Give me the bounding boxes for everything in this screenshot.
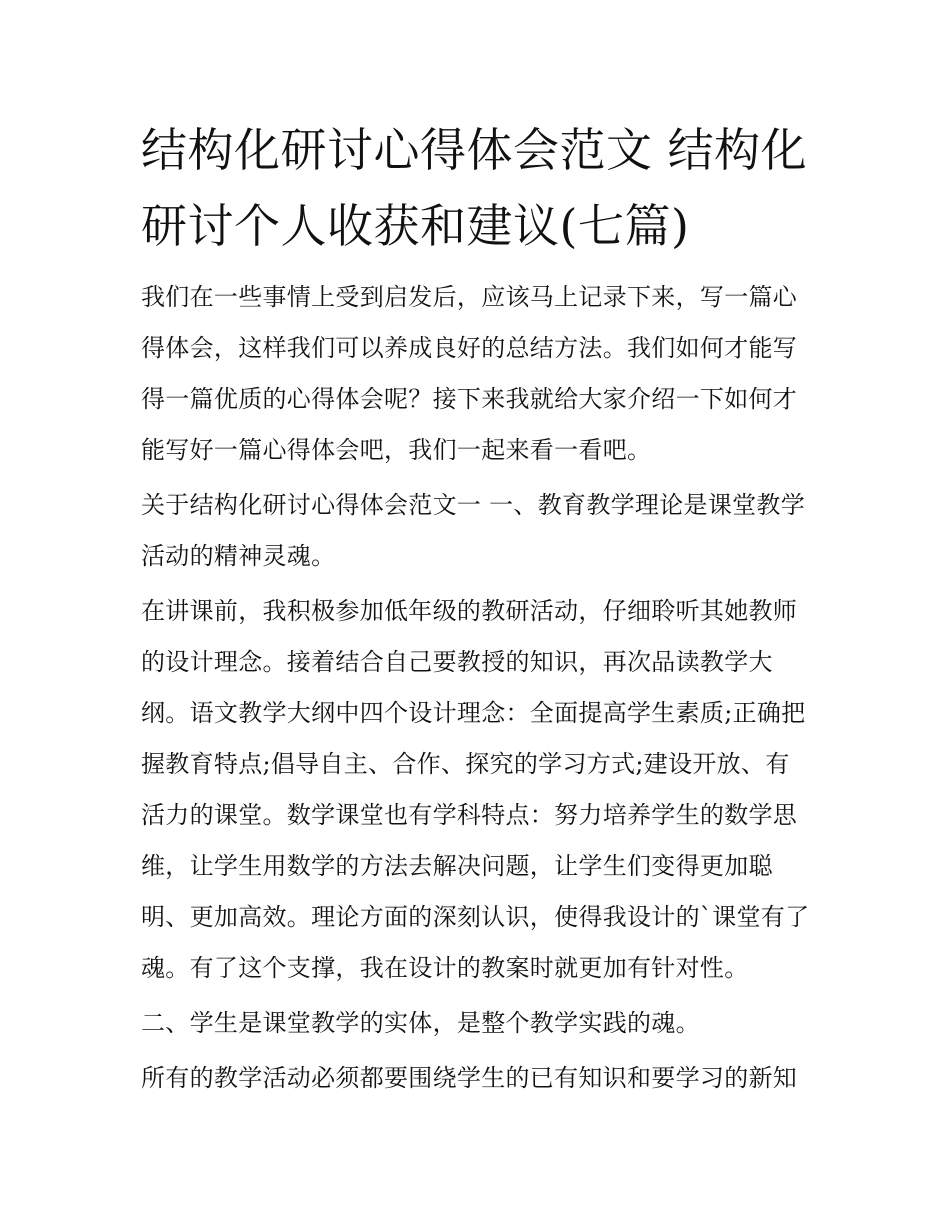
paragraph-intro: 我们在一些事情上受到启发后，应该马上记录下来，写一篇心得体会，这样我们可以养成良好的总结方法。我们如何才能写得一篇优质的心得体会呢？接下来我就给大家介绍一下如何才能写好一篇心得体会吧，我们一起来看一看吧。 bbox=[141, 283, 798, 464]
document-title: 结构化研讨心得体会范文 结构化研讨个人收获和建议(七篇) bbox=[141, 123, 808, 253]
paragraph-section-one-body: 在讲课前，我积极参加低年级的教研活动，仔细聆听其她教师的设计理念。接着结合自己要教授的知识，再次品读教学大纲。语文教学大纲中四个设计理念：全面提高学生素质;正确把握教育特点;倡导自主、合作、探究的学习方式;建设开放、有活力的课堂。数学课堂也有学科特点：努力培养学生的数学思维，让学生用数学的方法去解决问题，让学生们变得更加聪明、更加高效。理论方面的深刻认识，使得我设计的`课堂有了魂。有了这个支撑，我在设计的教案时就更加有针对性。 bbox=[141, 597, 810, 982]
document-body bbox=[141, 112, 813, 1104]
paragraph-section-two-heading: 二、学生是课堂教学的实体，是整个教学实践的魂。 bbox=[141, 1009, 700, 1037]
paragraph-section-one-heading: 关于结构化研讨心得体会范文一 一、教育教学理论是课堂教学活动的精神灵魂。 bbox=[141, 491, 806, 570]
paragraph-section-two-body: 所有的教学活动必须都要围绕学生的已有知识和要学习的新知 bbox=[141, 1064, 798, 1092]
